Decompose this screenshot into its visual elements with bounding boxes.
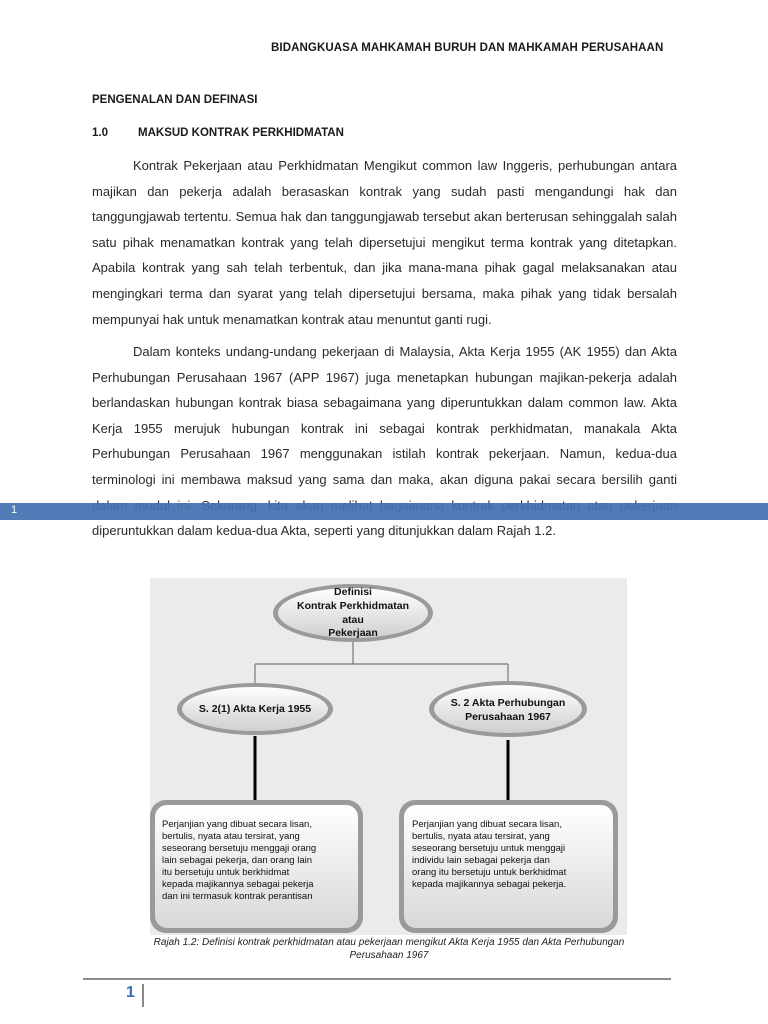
left-box-line-7: dan ini termasuk kontrak perantisan: [162, 891, 313, 902]
section-title: PENGENALAN DAN DEFINASI: [92, 94, 258, 106]
caption-line-1: Rajah 1.2: Definisi kontrak perkhidmatan atau pekerjaan mengikut Akta Kerja 1955 dan Akta Perhubungan: [153, 937, 625, 948]
left-box-line-1: Perjanjian yang dibuat secara lisan,: [162, 819, 312, 830]
left-box-line-3: seseorang bersetuju menggaji orang: [162, 843, 317, 854]
subsection-heading: [92, 127, 344, 139]
diagram-svg: [150, 578, 627, 935]
right-box-line-2: bertulis, nyata atau tersirat, yang: [412, 831, 550, 842]
right-box-line-1: Perjanjian yang dibuat secara lisan,: [412, 819, 562, 830]
right-box-line-5: orang itu bersetuju untuk berkhidmat: [412, 867, 567, 878]
left-box-line-6: kepada majikannya sebagai pekerja: [162, 879, 314, 890]
right-box-line-4: individu lain sebagai pekerja dan: [412, 855, 550, 866]
definition-diagram: [150, 578, 627, 935]
footer-divider: [142, 984, 144, 1007]
right-box-line-6: kepada majikannya sebagai pekerja.: [412, 879, 567, 890]
right-node-line-1: S. 2 Akta Perhubungan: [450, 697, 566, 709]
footer-rule: [83, 978, 671, 980]
paragraph-1-text: Kontrak Pekerjaan atau Perkhidmatan Mengikut common law Inggeris, perhubungan antara majikan dan pekerja adalah berasaskan kontrak yang sudah pasti mengandungi hak dan tanggungjawab tertentu. Semua hak dan tanggungjawab tersebut akan berterusan sehinggalah salah satu pihak menamatkan kontrak yang telah dipersetujui mengikut terma kontrak yang ditetapkan. Apabila kontrak yang sah telah terbentuk, dan jika mana-mana pihak gagal melaksanakan atau mengingkari terma dan syarat yang telah dipersetujui bersama, maka pihak yang tidak bersalah mempunyai hak untuk menamatkan kontrak atau menuntut ganti rugi.: [92, 158, 677, 327]
root-line-2: Kontrak Perkhidmatan: [296, 600, 410, 612]
paragraph-2-text: Dalam konteks undang-undang pekerjaan di Malaysia, Akta Kerja 1955 (AK 1955) dan Akta Perhubungan Perusahaan 1967 (APP 1967) juga menetapkan hubungan majikan-pekerja adalah berlandaskan hubungan kontrak biasa sebagaimana yang diperuntukkan dalam common law. Akta Kerja 1955 merujuk hubungan kontrak ini sebagai kontrak perkhidmatan, manakala Akta Perhubungan Perusahaan 1967 menggunakan istilah kontrak pekerjaan. Namun, kedua-dua terminologi ini membawa maksud yang sama dan maka, akan diguna pakai secara bersilih ganti diperuntukkan dalam kedua-dua Akta, seperti yang ditunjukkan dalam Rajah 1.2.: [92, 344, 677, 539]
left-box-line-2: bertulis, nyata atau tersirat, yang: [162, 831, 300, 842]
right-oval: [434, 685, 582, 733]
root-line-1: Definisi: [334, 586, 372, 598]
subsection-number: 1.0: [92, 127, 108, 139]
caption-line-2: Perusahaan 1967: [349, 949, 429, 961]
footer-page-number: 1: [126, 984, 135, 1001]
root-line-3: atau: [342, 614, 364, 626]
paragraph-1: [92, 153, 677, 332]
right-box-line-3: seseorang bersetuju untuk menggaji: [412, 843, 566, 854]
right-node-line-2: Perusahaan 1967: [465, 711, 551, 723]
left-box-line-5: itu bersetuju untuk berkhidmat: [162, 867, 290, 878]
root-line-4: Pekerjaan: [328, 627, 378, 639]
running-header: BIDANGKUASA MAHKAMAH BURUH DAN MAHKAMAH PERUSAHAAN: [271, 42, 664, 54]
subsection-title: MAKSUD KONTRAK PERKHIDMATAN: [138, 127, 344, 139]
left-box-line-4: lain sebagai pekerja, dan orang lain: [162, 855, 312, 866]
overlay-band: [0, 503, 768, 520]
overlay-band-label: 1: [11, 504, 18, 516]
left-node-label: S. 2(1) Akta Kerja 1955: [198, 703, 312, 715]
figure-caption: [100, 937, 678, 962]
